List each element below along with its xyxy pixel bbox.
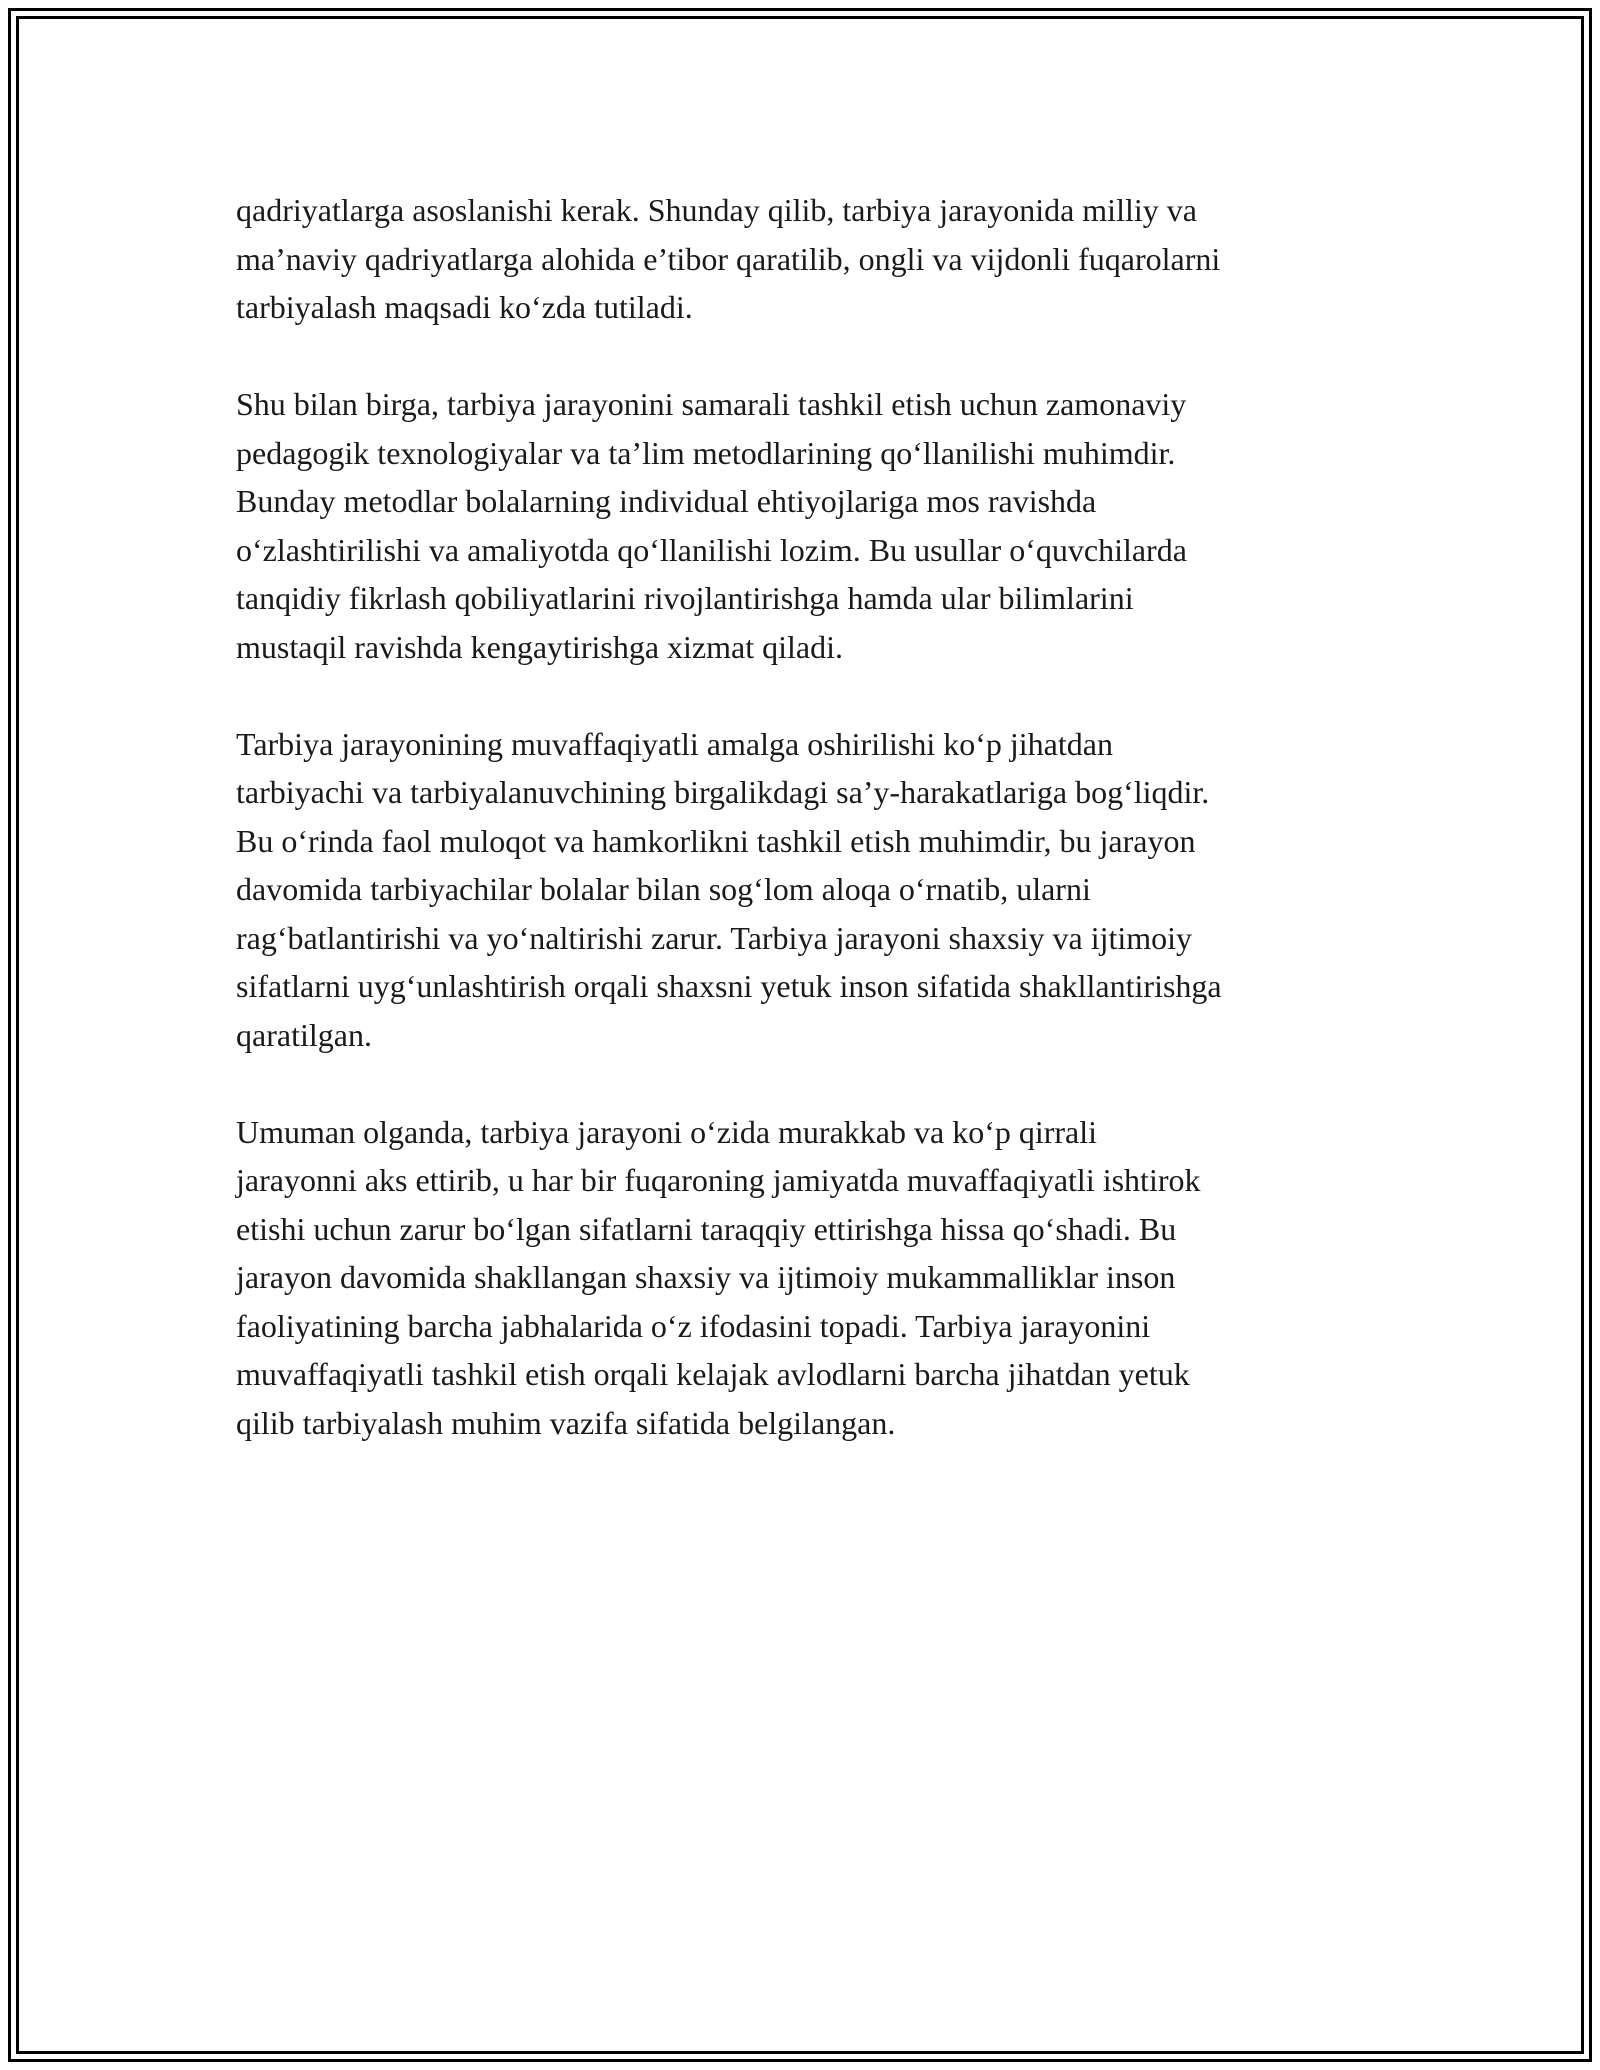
text-line: rag‘batlantirishi va yo‘naltirishi zarur. Tarbiya jarayoni shaxsiy va ijtimoiy	[236, 919, 1193, 956]
text-line: Bu o‘rinda faol muloqot va hamkorlikni tashkil etish muhimdir, bu jarayon	[236, 822, 1196, 859]
text-line: Tarbiya jarayonining muvaffaqiyatli amalga oshirilishi ko‘p jihatdan	[236, 725, 1113, 762]
text-line: Umuman olganda, tarbiya jarayoni o‘zida murakkab va ko‘p qirrali	[236, 1113, 1098, 1150]
text-line: qadriyatlarga asoslanishi kerak. Shunday qilib, tarbiya jarayonida milliy va	[236, 192, 1197, 228]
text-line: jarayonni aks ettirib, u har bir fuqaroning jamiyatda muvaffaqiyatli ishtirok	[236, 1162, 1201, 1198]
text-line: sifatlarni uyg‘unlashtirish orqali shaxsni yetuk inson sifatida shakllantirishga	[236, 968, 1222, 1004]
paragraph-1	[236, 186, 1388, 332]
text-line: mustaqil ravishda kengaytirishga xizmat qiladi.	[236, 628, 843, 665]
text-line: Shu bilan birga, tarbiya jarayonini samarali tashkil etish uchun zamonaviy	[236, 386, 1187, 422]
text-line: jarayon davomida shakllangan shaxsiy va ijtimoiy mukammalliklar inson	[236, 1259, 1176, 1295]
text-line: ma’naviy qadriyatlarga alohida e’tibor qaratilib, ongli va vijdonli fuqarolarni	[236, 240, 1221, 277]
text-line: muvaffaqiyatli tashkil etish orqali kelajak avlodlarni barcha jihatdan yetuk	[236, 1356, 1190, 1392]
text-line: o‘zlashtirilishi va amaliyotda qo‘llanilishi lozim. Bu usullar o‘quvchilarda	[236, 531, 1187, 568]
text-line: faoliyatining barcha jabhalarida o‘z ifodasini topadi. Tarbiya jarayonini	[236, 1307, 1151, 1344]
text-line: Bunday metodlar bolalarning individual ehtiyojlariga mos ravishda	[236, 483, 1097, 519]
text-line: qilib tarbiyalash muhim vazifa sifatida belgilangan.	[236, 1404, 896, 1441]
text-line: pedagogik texnologiyalar va ta’lim metodlarining qo‘llanilishi muhimdir.	[236, 434, 1176, 471]
text-line: davomida tarbiyachilar bolalar bilan sog‘lom aloqa o‘rnatib, ularni	[236, 871, 1091, 907]
document-body	[236, 186, 1388, 1496]
text-line: qaratilgan.	[236, 1016, 372, 1053]
paragraph-3	[236, 720, 1388, 1060]
text-line: etishi uchun zarur bo‘lgan sifatlarni taraqqiy ettirishga hissa qo‘shadi. Bu	[236, 1210, 1177, 1247]
paragraph-4	[236, 1108, 1388, 1448]
text-line: tarbiyalash maqsadi ko‘zda tutiladi.	[236, 289, 693, 325]
text-line: tanqidiy fikrlash qobiliyatlarini rivojlantirishga hamda ular bilimlarini	[236, 580, 1134, 616]
paragraph-2	[236, 380, 1388, 671]
text-line: tarbiyachi va tarbiyalanuvchining birgalikdagi sa’y-harakatlariga bog‘liqdir.	[236, 774, 1210, 810]
